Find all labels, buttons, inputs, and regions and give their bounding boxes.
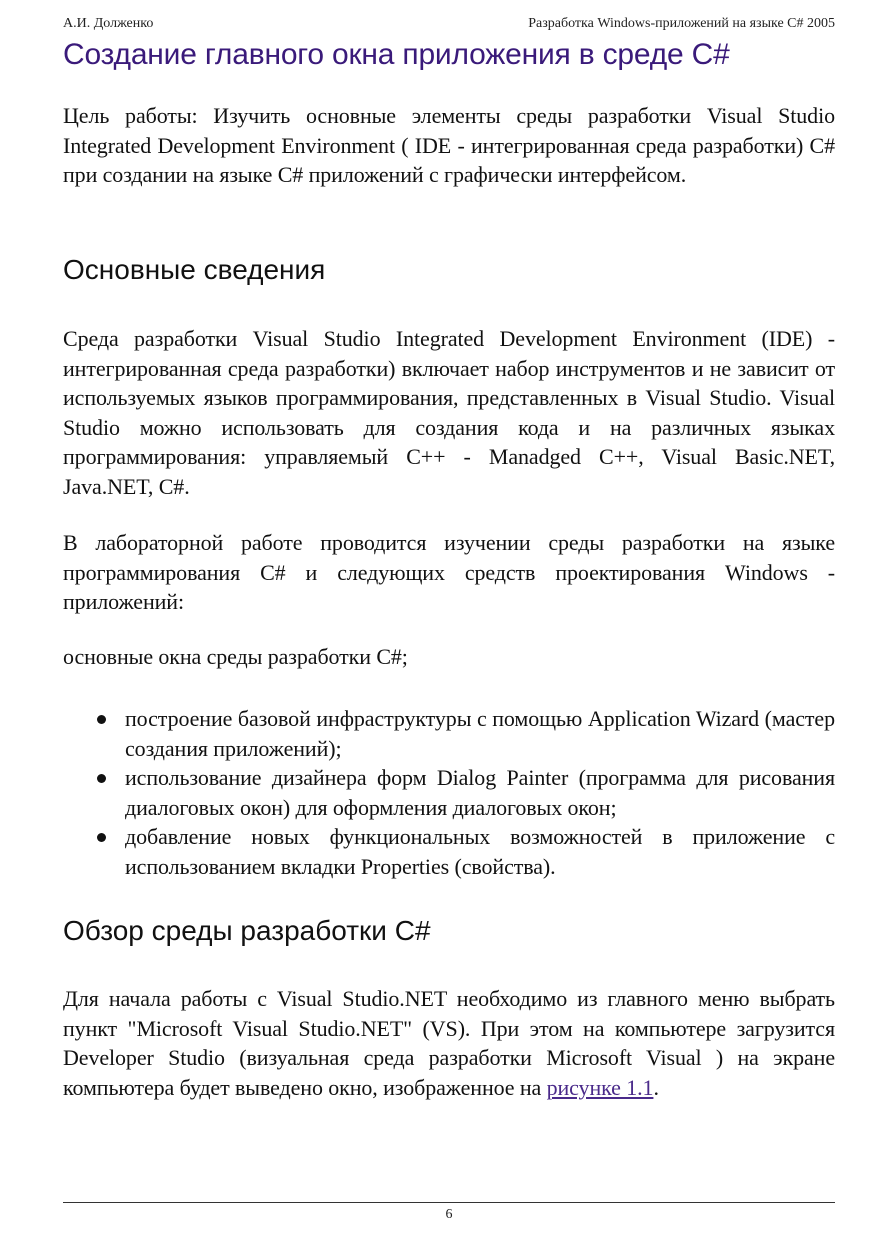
- goal-paragraph: Цель работы: Изучить основные элементы среды разработки Visual Studio Integrated Development Environment ( IDE - интегрированная среда разработки) C# при создании на языке C# приложений с графически интерфейсом.: [63, 103, 835, 187]
- page-title: Создание главного окна приложения в среде C#: [63, 38, 730, 71]
- list-item: [63, 704, 835, 763]
- basics-paragraph-2: В лабораторной работе проводится изучении среды разработки на языке программирования C# и следующих средств проектирования Windows - приложений:: [63, 530, 835, 614]
- list-item-text: построение базовой инфраструктуры с помощью Application Wizard (мастер создания приложений);: [125, 706, 835, 761]
- header-author: А.И. Долженко: [63, 16, 154, 31]
- list-item-text: добавление новых функциональных возможностей в приложение с использованием вкладки Properties (свойства).: [125, 824, 835, 879]
- list-item-text: использование дизайнера форм Dialog Painter (программа для рисования диалоговых окон) для оформления диалоговых окон;: [125, 765, 835, 820]
- overview-paragraph: [63, 984, 835, 1102]
- basics-paragraph-1: Среда разработки Visual Studio Integrated Development Environment (IDE) - интегрированная среда разработки) включает набор инструментов и не зависит от используемых языков программирования, представленных в Visual Studio. Visual Studio можно использовать для создания кода и на различных языках программирования: управляемый C++ - Manadged C++, Visual Basic.NET, Java.NET, C#.: [63, 326, 835, 499]
- overview-text-end: .: [653, 1074, 659, 1100]
- list-item: [63, 822, 835, 881]
- basics-paragraph-3: основные окна среды разработки C#;: [63, 644, 408, 669]
- page-number: 6: [445, 1207, 453, 1222]
- footer-divider: [63, 1202, 835, 1203]
- section-heading-basics: Основные сведения: [63, 254, 326, 285]
- bullet-icon: [97, 774, 106, 783]
- figure-1-1-link[interactable]: рисунке 1.1: [546, 1074, 654, 1100]
- header-book-title: Разработка Windows-приложений на языке C# 2005: [528, 16, 835, 31]
- bullet-icon: [97, 833, 106, 842]
- section-heading-overview: Обзор среды разработки C#: [63, 915, 431, 946]
- tools-bullet-list: [63, 704, 835, 881]
- overview-text: Для начала работы с Visual Studio.NET необходимо из главного меню выбрать пункт "Microsoft Visual Studio.NET" (VS). При этом на компьютере загрузится Developer Studio (визуальная среда разработки Microsoft Visual ) на экране компьютера будет выведено окно, изображенное на: [63, 986, 835, 1100]
- running-header: [63, 16, 835, 32]
- list-item: [63, 763, 835, 822]
- bullet-icon: [97, 715, 106, 724]
